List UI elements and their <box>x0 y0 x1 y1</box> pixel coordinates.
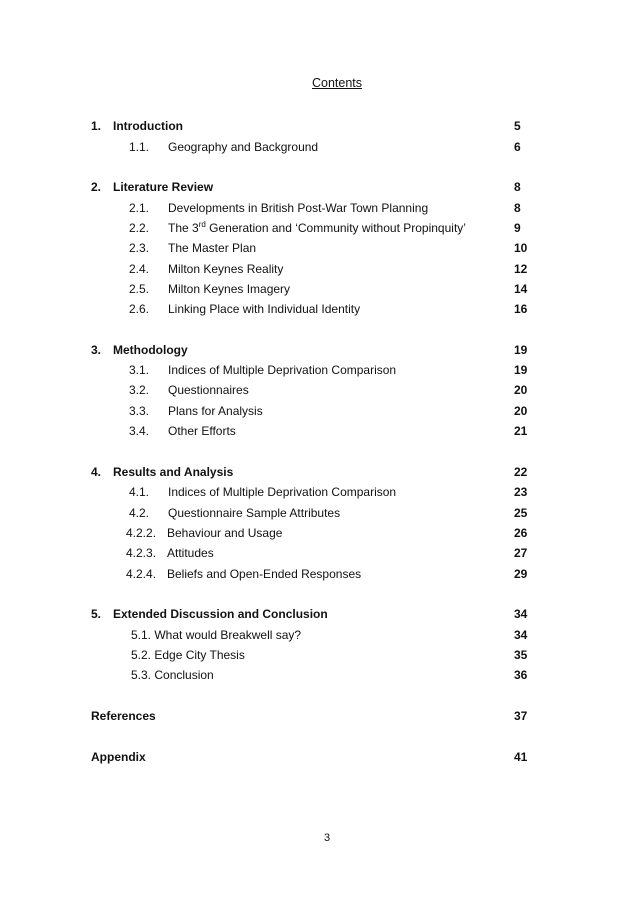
toc-entry <box>0 199 638 217</box>
entry-page: 6 <box>514 140 521 154</box>
entry-number: 2.2. <box>129 221 150 235</box>
section-number: 3. <box>91 343 102 357</box>
toc-entry <box>0 260 638 278</box>
section-title: Results and Analysis <box>113 465 234 479</box>
section-page: 8 <box>514 180 521 194</box>
entry-number: 4.1. <box>129 485 150 499</box>
entry-title: Linking Place with Individual Identity <box>168 302 361 316</box>
references-page: 37 <box>514 709 528 723</box>
section-number: 1. <box>91 119 102 133</box>
toc-entry <box>0 422 638 440</box>
entry-title: Geography and Background <box>168 140 319 154</box>
entry-number: 2.6. <box>129 302 150 316</box>
entry-title: Plans for Analysis <box>168 404 263 418</box>
entry-number: 2.4. <box>129 262 150 276</box>
toc-entry <box>0 565 638 583</box>
entry-title: Developments in British Post-War Town Planning <box>168 201 429 215</box>
entry-number: 1.1. <box>129 140 150 154</box>
entry-number: 4.2.4. <box>126 567 157 581</box>
entry-title: 5.1. What would Breakwell say? <box>131 628 302 642</box>
entry-title: Behaviour and Usage <box>167 526 283 540</box>
entry-page: 16 <box>514 302 528 316</box>
entry-page: 23 <box>514 485 528 499</box>
toc-entry <box>0 626 638 644</box>
entry-title: Other Efforts <box>168 424 236 438</box>
entry-title <box>168 219 466 237</box>
section-title: Extended Discussion and Conclusion <box>113 607 328 621</box>
section-page: 22 <box>514 465 528 479</box>
toc-section-introduction <box>0 117 638 135</box>
toc-entry <box>0 239 638 257</box>
page-title <box>0 76 638 90</box>
entry-page: 35 <box>514 648 528 662</box>
entry-number: 4.2.2. <box>126 526 157 540</box>
entry-number: 2.1. <box>129 201 150 215</box>
toc-entry <box>0 524 638 542</box>
toc-entry <box>0 646 638 664</box>
toc-entry <box>0 402 638 420</box>
entry-page: 9 <box>514 221 521 235</box>
entry-page: 10 <box>514 241 528 255</box>
entry-page: 20 <box>514 404 528 418</box>
toc-entry <box>0 544 638 562</box>
toc-references <box>0 707 638 725</box>
entry-number: 4.2. <box>129 506 150 520</box>
entry-page: 25 <box>514 506 528 520</box>
entry-number: 4.2.3. <box>126 546 157 560</box>
entry-page: 27 <box>514 546 528 560</box>
entry-title: 5.2. Edge City Thesis <box>131 648 245 662</box>
entry-title-part: Generation and ‘Community without Propinquity’ <box>205 221 466 235</box>
ordinal-superscript: rd <box>198 220 206 229</box>
toc-entry <box>0 138 638 156</box>
entry-page: 34 <box>514 628 528 642</box>
toc-entry <box>0 666 638 684</box>
entry-title: Milton Keynes Reality <box>168 262 284 276</box>
entry-page: 14 <box>514 282 528 296</box>
section-page: 5 <box>514 119 521 133</box>
section-title: Literature Review <box>113 180 214 194</box>
entry-number: 3.4. <box>129 424 150 438</box>
section-title: Introduction <box>113 119 183 133</box>
toc-entry <box>0 219 638 237</box>
entry-number: 3.3. <box>129 404 150 418</box>
toc-section-extended-discussion <box>0 605 638 623</box>
section-number: 2. <box>91 180 102 194</box>
appendix-title: Appendix <box>91 750 146 764</box>
toc-section-results-and-analysis <box>0 463 638 481</box>
entry-title: Beliefs and Open-Ended Responses <box>167 567 362 581</box>
entry-number: 3.2. <box>129 383 150 397</box>
entry-number: 3.1. <box>129 363 150 377</box>
entry-number: 2.5. <box>129 282 150 296</box>
toc-entry <box>0 300 638 318</box>
entry-number: 2.3. <box>129 241 150 255</box>
entry-title: Indices of Multiple Deprivation Comparison <box>168 363 397 377</box>
entry-title-part: The 3 <box>168 221 199 235</box>
toc-entry <box>0 280 638 298</box>
entry-title: Questionnaires <box>168 383 249 397</box>
entry-title: Milton Keynes Imagery <box>168 282 291 296</box>
section-page: 34 <box>514 607 528 621</box>
entry-title: 5.3. Conclusion <box>131 668 214 682</box>
toc-entry <box>0 504 638 522</box>
toc-section-literature-review <box>0 178 638 196</box>
entry-page: 12 <box>514 262 528 276</box>
references-title: References <box>91 709 156 723</box>
entry-page: 19 <box>514 363 528 377</box>
toc-entry <box>0 381 638 399</box>
footer-page-number: 3 <box>323 832 331 844</box>
entry-title: Attitudes <box>167 546 214 560</box>
contents-heading: Contents <box>311 76 363 90</box>
toc-appendix <box>0 748 638 766</box>
entry-page: 26 <box>514 526 528 540</box>
section-page: 19 <box>514 343 528 357</box>
toc-section-methodology <box>0 341 638 359</box>
entry-page: 21 <box>514 424 528 438</box>
appendix-page: 41 <box>514 750 528 764</box>
section-title: Methodology <box>113 343 188 357</box>
entry-title: Indices of Multiple Deprivation Comparison <box>168 485 397 499</box>
toc-entry <box>0 483 638 501</box>
entry-page: 8 <box>514 201 521 215</box>
entry-title: The Master Plan <box>168 241 257 255</box>
section-number: 4. <box>91 465 102 479</box>
entry-title: Questionnaire Sample Attributes <box>168 506 341 520</box>
section-number: 5. <box>91 607 102 621</box>
toc-entry <box>0 361 638 379</box>
entry-page: 29 <box>514 567 528 581</box>
entry-page: 36 <box>514 668 528 682</box>
entry-page: 20 <box>514 383 528 397</box>
